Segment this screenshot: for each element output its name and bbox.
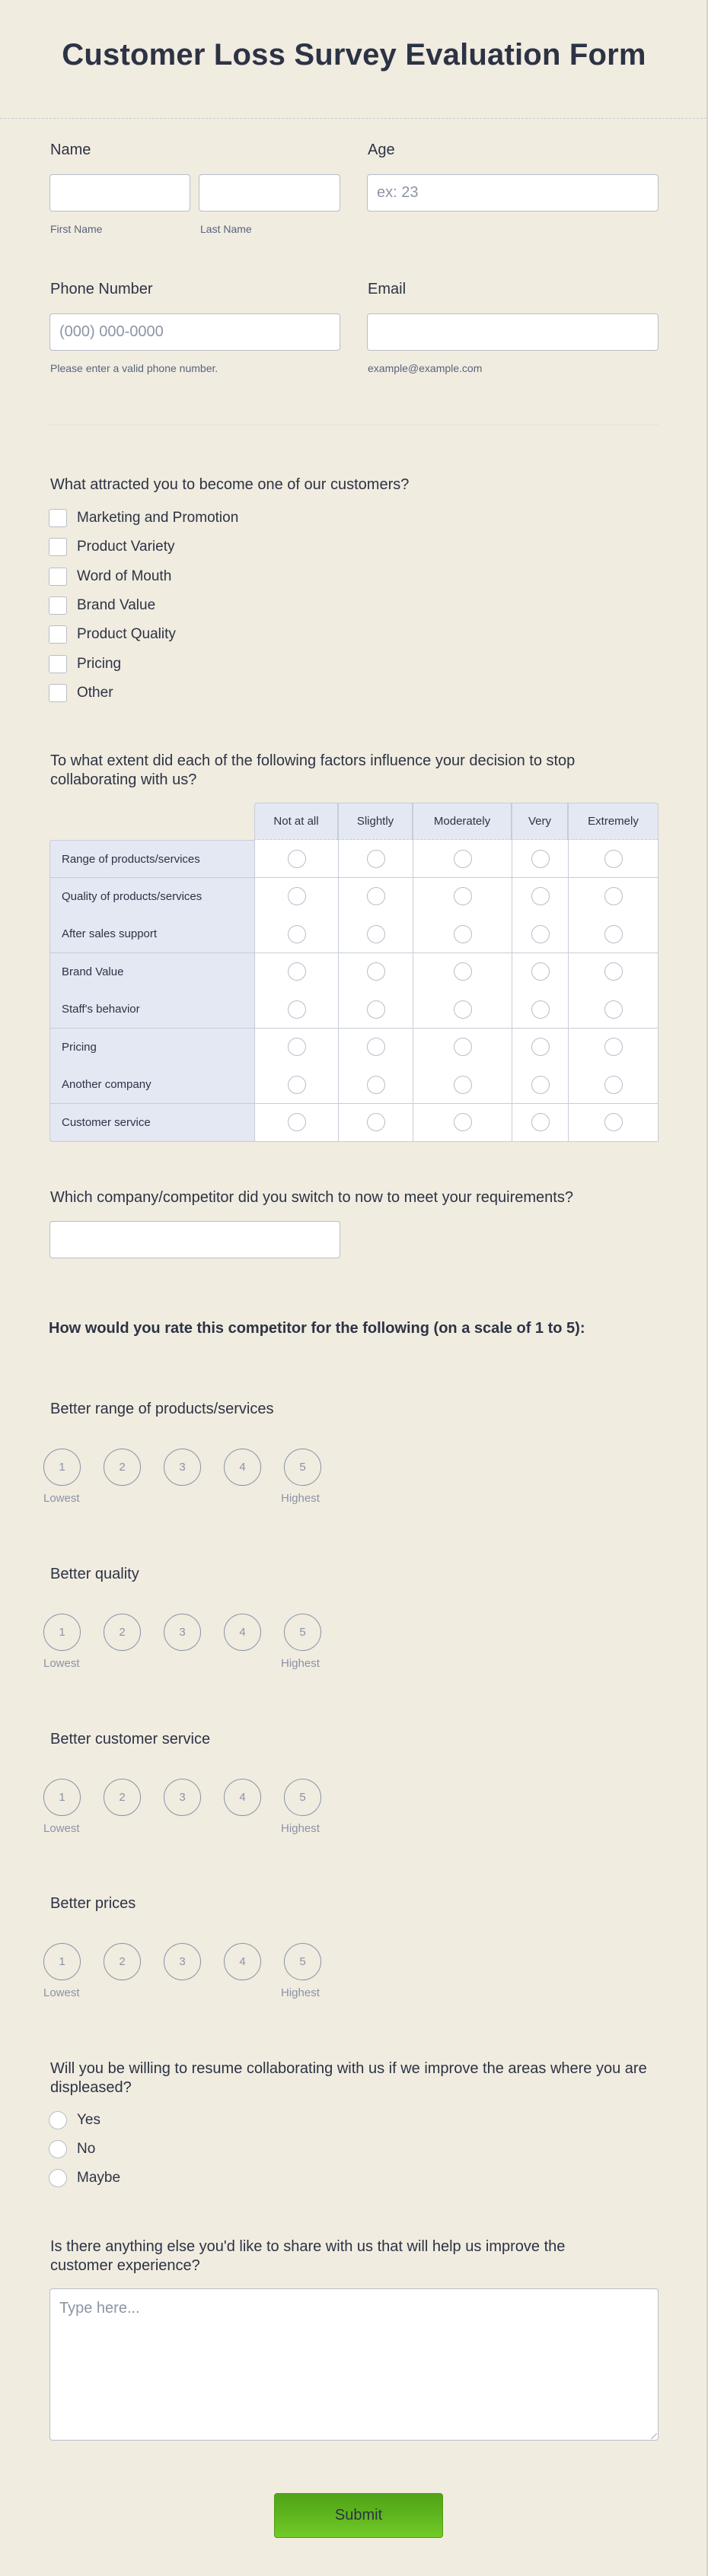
matrix-radio[interactable] [367, 1113, 385, 1131]
matrix-cell [512, 878, 568, 916]
scale-option[interactable]: 5 [284, 1779, 321, 1816]
matrix-cell [568, 953, 659, 991]
checkbox-option-label: Product Quality [77, 626, 176, 643]
matrix-radio[interactable] [288, 1038, 306, 1056]
matrix-cell [254, 991, 338, 1029]
checkbox-option-label: Product Variety [77, 539, 175, 555]
matrix-cell [568, 1029, 659, 1067]
matrix-radio[interactable] [288, 962, 306, 981]
last-name-input[interactable] [199, 174, 340, 211]
feedback-textarea[interactable] [49, 2288, 659, 2441]
matrix-row-label: Brand Value [49, 953, 254, 991]
matrix-column-header: Very [512, 803, 568, 840]
checkbox-option[interactable] [49, 509, 67, 527]
matrix-radio[interactable] [454, 1113, 472, 1131]
scale-option[interactable]: 1 [43, 1943, 81, 1980]
rating-question: Better prices [50, 1895, 136, 1912]
matrix-column-header: Moderately [413, 803, 512, 840]
form-title: Customer Loss Survey Evaluation Form [62, 38, 646, 72]
header-divider [0, 118, 706, 119]
feedback-question: Is there anything else you'd like to share with us that will help us improve the customer experience? [50, 2238, 566, 2274]
matrix-cell [338, 953, 413, 991]
matrix-radio[interactable] [604, 1038, 623, 1056]
resize-grip-icon[interactable] [646, 2428, 657, 2439]
matrix-cell [512, 1066, 568, 1104]
checkbox-option[interactable] [49, 538, 67, 556]
scale-option[interactable]: 5 [284, 1614, 321, 1651]
matrix-radio[interactable] [531, 887, 550, 905]
resume-question: Will you be willing to resume collaborating with us if we improve the areas where you are displeased? [50, 2060, 647, 2096]
matrix-radio[interactable] [454, 1000, 472, 1019]
checkbox-option[interactable] [49, 684, 67, 702]
submit-button[interactable]: Submit [274, 2493, 443, 2538]
matrix-column-header: Not at all [254, 803, 338, 840]
email-sublabel: example@example.com [368, 362, 483, 374]
matrix-radio[interactable] [531, 1000, 550, 1019]
matrix-row-label: Range of products/services [49, 840, 254, 878]
checkbox-option-label: Word of Mouth [77, 568, 172, 584]
checkbox-option-label: Pricing [77, 655, 122, 672]
first-name-sublabel: First Name [50, 223, 103, 235]
checkbox-option[interactable] [49, 655, 67, 673]
matrix-cell [568, 878, 659, 916]
scale-lowest-label: Lowest [43, 1657, 80, 1670]
matrix-cell [254, 1029, 338, 1067]
radio-option-label: Yes [77, 2112, 100, 2128]
scale-option[interactable]: 2 [104, 1943, 141, 1980]
matrix-radio[interactable] [288, 1000, 306, 1019]
matrix-radio[interactable] [531, 962, 550, 981]
matrix-cell [338, 840, 413, 878]
checkbox-option[interactable] [49, 625, 67, 644]
scale-option[interactable]: 3 [164, 1614, 201, 1651]
radio-option[interactable] [49, 2140, 67, 2158]
matrix-cell [512, 953, 568, 991]
matrix-radio[interactable] [367, 887, 385, 905]
matrix-cell [512, 991, 568, 1029]
scale-highest-label: Highest [281, 1657, 320, 1670]
scale-lowest-label: Lowest [43, 1822, 80, 1835]
matrix-question: To what extent did each of the following factors influence your decision to stop collaborating with us? [50, 752, 576, 788]
matrix-radio[interactable] [367, 1038, 385, 1056]
matrix-radio[interactable] [604, 962, 623, 981]
matrix-cell [254, 878, 338, 916]
radio-option-label: Maybe [77, 2170, 121, 2186]
scale-option[interactable]: 1 [43, 1449, 81, 1486]
matrix-radio[interactable] [531, 850, 550, 868]
matrix-radio[interactable] [367, 925, 385, 943]
matrix-radio[interactable] [367, 850, 385, 868]
matrix-cell [254, 840, 338, 878]
matrix-radio[interactable] [367, 1076, 385, 1094]
matrix-row-label: Staff's behavior [49, 991, 254, 1029]
matrix-cell [512, 1029, 568, 1067]
matrix-radio[interactable] [531, 925, 550, 943]
matrix-cell [254, 1104, 338, 1142]
matrix-radio[interactable] [604, 887, 623, 905]
matrix-cell [338, 1066, 413, 1104]
matrix-row-label: Another company [49, 1066, 254, 1104]
matrix-radio[interactable] [288, 1076, 306, 1094]
scale-option[interactable]: 2 [104, 1614, 141, 1651]
rating-question: Better customer service [50, 1731, 211, 1748]
matrix-radio[interactable] [454, 1076, 472, 1094]
matrix-radio[interactable] [531, 1076, 550, 1094]
matrix-radio[interactable] [454, 962, 472, 981]
scale-highest-label: Highest [281, 1492, 320, 1505]
matrix-cell [338, 1104, 413, 1142]
matrix-radio[interactable] [604, 1000, 623, 1019]
competitor-question: Which company/competitor did you switch to now to meet your requirements? [50, 1189, 573, 1206]
scale-option[interactable]: 3 [164, 1449, 201, 1486]
scale-option[interactable]: 4 [224, 1779, 261, 1816]
matrix-cell [413, 878, 512, 916]
matrix-cell [254, 1066, 338, 1104]
scale-option[interactable]: 2 [104, 1449, 141, 1486]
matrix-row-label: Customer service [49, 1104, 254, 1142]
matrix-cell [413, 991, 512, 1029]
attracted-question: What attracted you to become one of our customers? [50, 476, 410, 493]
matrix-cell [338, 991, 413, 1029]
matrix-cell [568, 1066, 659, 1104]
checkbox-option-label: Other [77, 684, 113, 701]
scale-highest-label: Highest [281, 1822, 320, 1835]
feedback-placeholder: Type here... [59, 2300, 140, 2317]
matrix-cell [413, 1029, 512, 1067]
scale-option[interactable]: 3 [164, 1779, 201, 1816]
matrix-radio[interactable] [531, 1038, 550, 1056]
matrix-radio[interactable] [604, 925, 623, 943]
matrix-cell [254, 953, 338, 991]
checkbox-option[interactable] [49, 596, 67, 615]
age-input[interactable]: ex: 23 [367, 174, 659, 211]
matrix-cell [413, 1066, 512, 1104]
matrix-cell [512, 840, 568, 878]
last-name-sublabel: Last Name [200, 223, 252, 235]
matrix-radio[interactable] [367, 1000, 385, 1019]
phone-label: Phone Number [50, 281, 153, 297]
matrix-cell [512, 915, 568, 953]
matrix-radio[interactable] [454, 850, 472, 868]
scale-option[interactable]: 4 [224, 1449, 261, 1486]
scale-option[interactable]: 1 [43, 1614, 81, 1651]
scale-option[interactable]: 1 [43, 1779, 81, 1816]
matrix-cell [512, 1104, 568, 1142]
radio-option[interactable] [49, 2169, 67, 2187]
scale-lowest-label: Lowest [43, 1492, 80, 1505]
matrix-radio[interactable] [531, 1113, 550, 1131]
matrix-radio[interactable] [367, 962, 385, 981]
matrix-row-label: Pricing [49, 1029, 254, 1067]
first-name-input[interactable] [49, 174, 190, 211]
phone-sublabel: Please enter a valid phone number. [50, 362, 218, 374]
checkbox-option[interactable] [49, 568, 67, 586]
matrix-radio[interactable] [288, 850, 306, 868]
checkbox-option-label: Brand Value [77, 596, 156, 613]
radio-option[interactable] [49, 2111, 67, 2129]
matrix-radio[interactable] [604, 1113, 623, 1131]
competitor-input[interactable] [49, 1221, 340, 1258]
scale-highest-label: Highest [281, 1986, 320, 1999]
rating-heading: How would you rate this competitor for the following (on a scale of 1 to 5): [49, 1320, 585, 1337]
scale-option[interactable]: 4 [224, 1943, 261, 1980]
matrix-cell [254, 915, 338, 953]
scale-lowest-label: Lowest [43, 1986, 80, 1999]
matrix-radio[interactable] [288, 1113, 306, 1131]
checkbox-option-label: Marketing and Promotion [77, 510, 239, 526]
age-label: Age [368, 142, 395, 158]
matrix-cell [568, 840, 659, 878]
rating-question: Better range of products/services [50, 1401, 274, 1417]
phone-input[interactable]: (000) 000-0000 [49, 313, 340, 351]
matrix-cell [413, 840, 512, 878]
radio-option-label: No [77, 2141, 96, 2157]
matrix-cell [568, 991, 659, 1029]
matrix-row-label: Quality of products/services [49, 878, 254, 916]
matrix-cell [413, 953, 512, 991]
matrix-radio[interactable] [604, 1076, 623, 1094]
scale-option[interactable]: 2 [104, 1779, 141, 1816]
matrix-cell [568, 915, 659, 953]
scale-option[interactable]: 5 [284, 1449, 321, 1486]
email-input[interactable] [367, 313, 659, 351]
matrix-cell [338, 1029, 413, 1067]
matrix-row-label: After sales support [49, 915, 254, 953]
matrix-radio[interactable] [288, 925, 306, 943]
matrix-cell [568, 1104, 659, 1142]
matrix-cell [338, 915, 413, 953]
matrix-cell [338, 878, 413, 916]
matrix-radio[interactable] [454, 925, 472, 943]
scale-option[interactable]: 5 [284, 1943, 321, 1980]
matrix-radio[interactable] [604, 850, 623, 868]
matrix-column-header: Extremely [568, 803, 659, 840]
name-label: Name [50, 142, 91, 158]
email-label: Email [368, 281, 407, 297]
matrix-cell [413, 1104, 512, 1142]
matrix-column-header: Slightly [338, 803, 413, 840]
rating-question: Better quality [50, 1566, 139, 1582]
matrix-cell [413, 915, 512, 953]
matrix-radio[interactable] [288, 887, 306, 905]
scale-option[interactable]: 4 [224, 1614, 261, 1651]
matrix-radio[interactable] [454, 1038, 472, 1056]
matrix-radio[interactable] [454, 887, 472, 905]
scale-option[interactable]: 3 [164, 1943, 201, 1980]
